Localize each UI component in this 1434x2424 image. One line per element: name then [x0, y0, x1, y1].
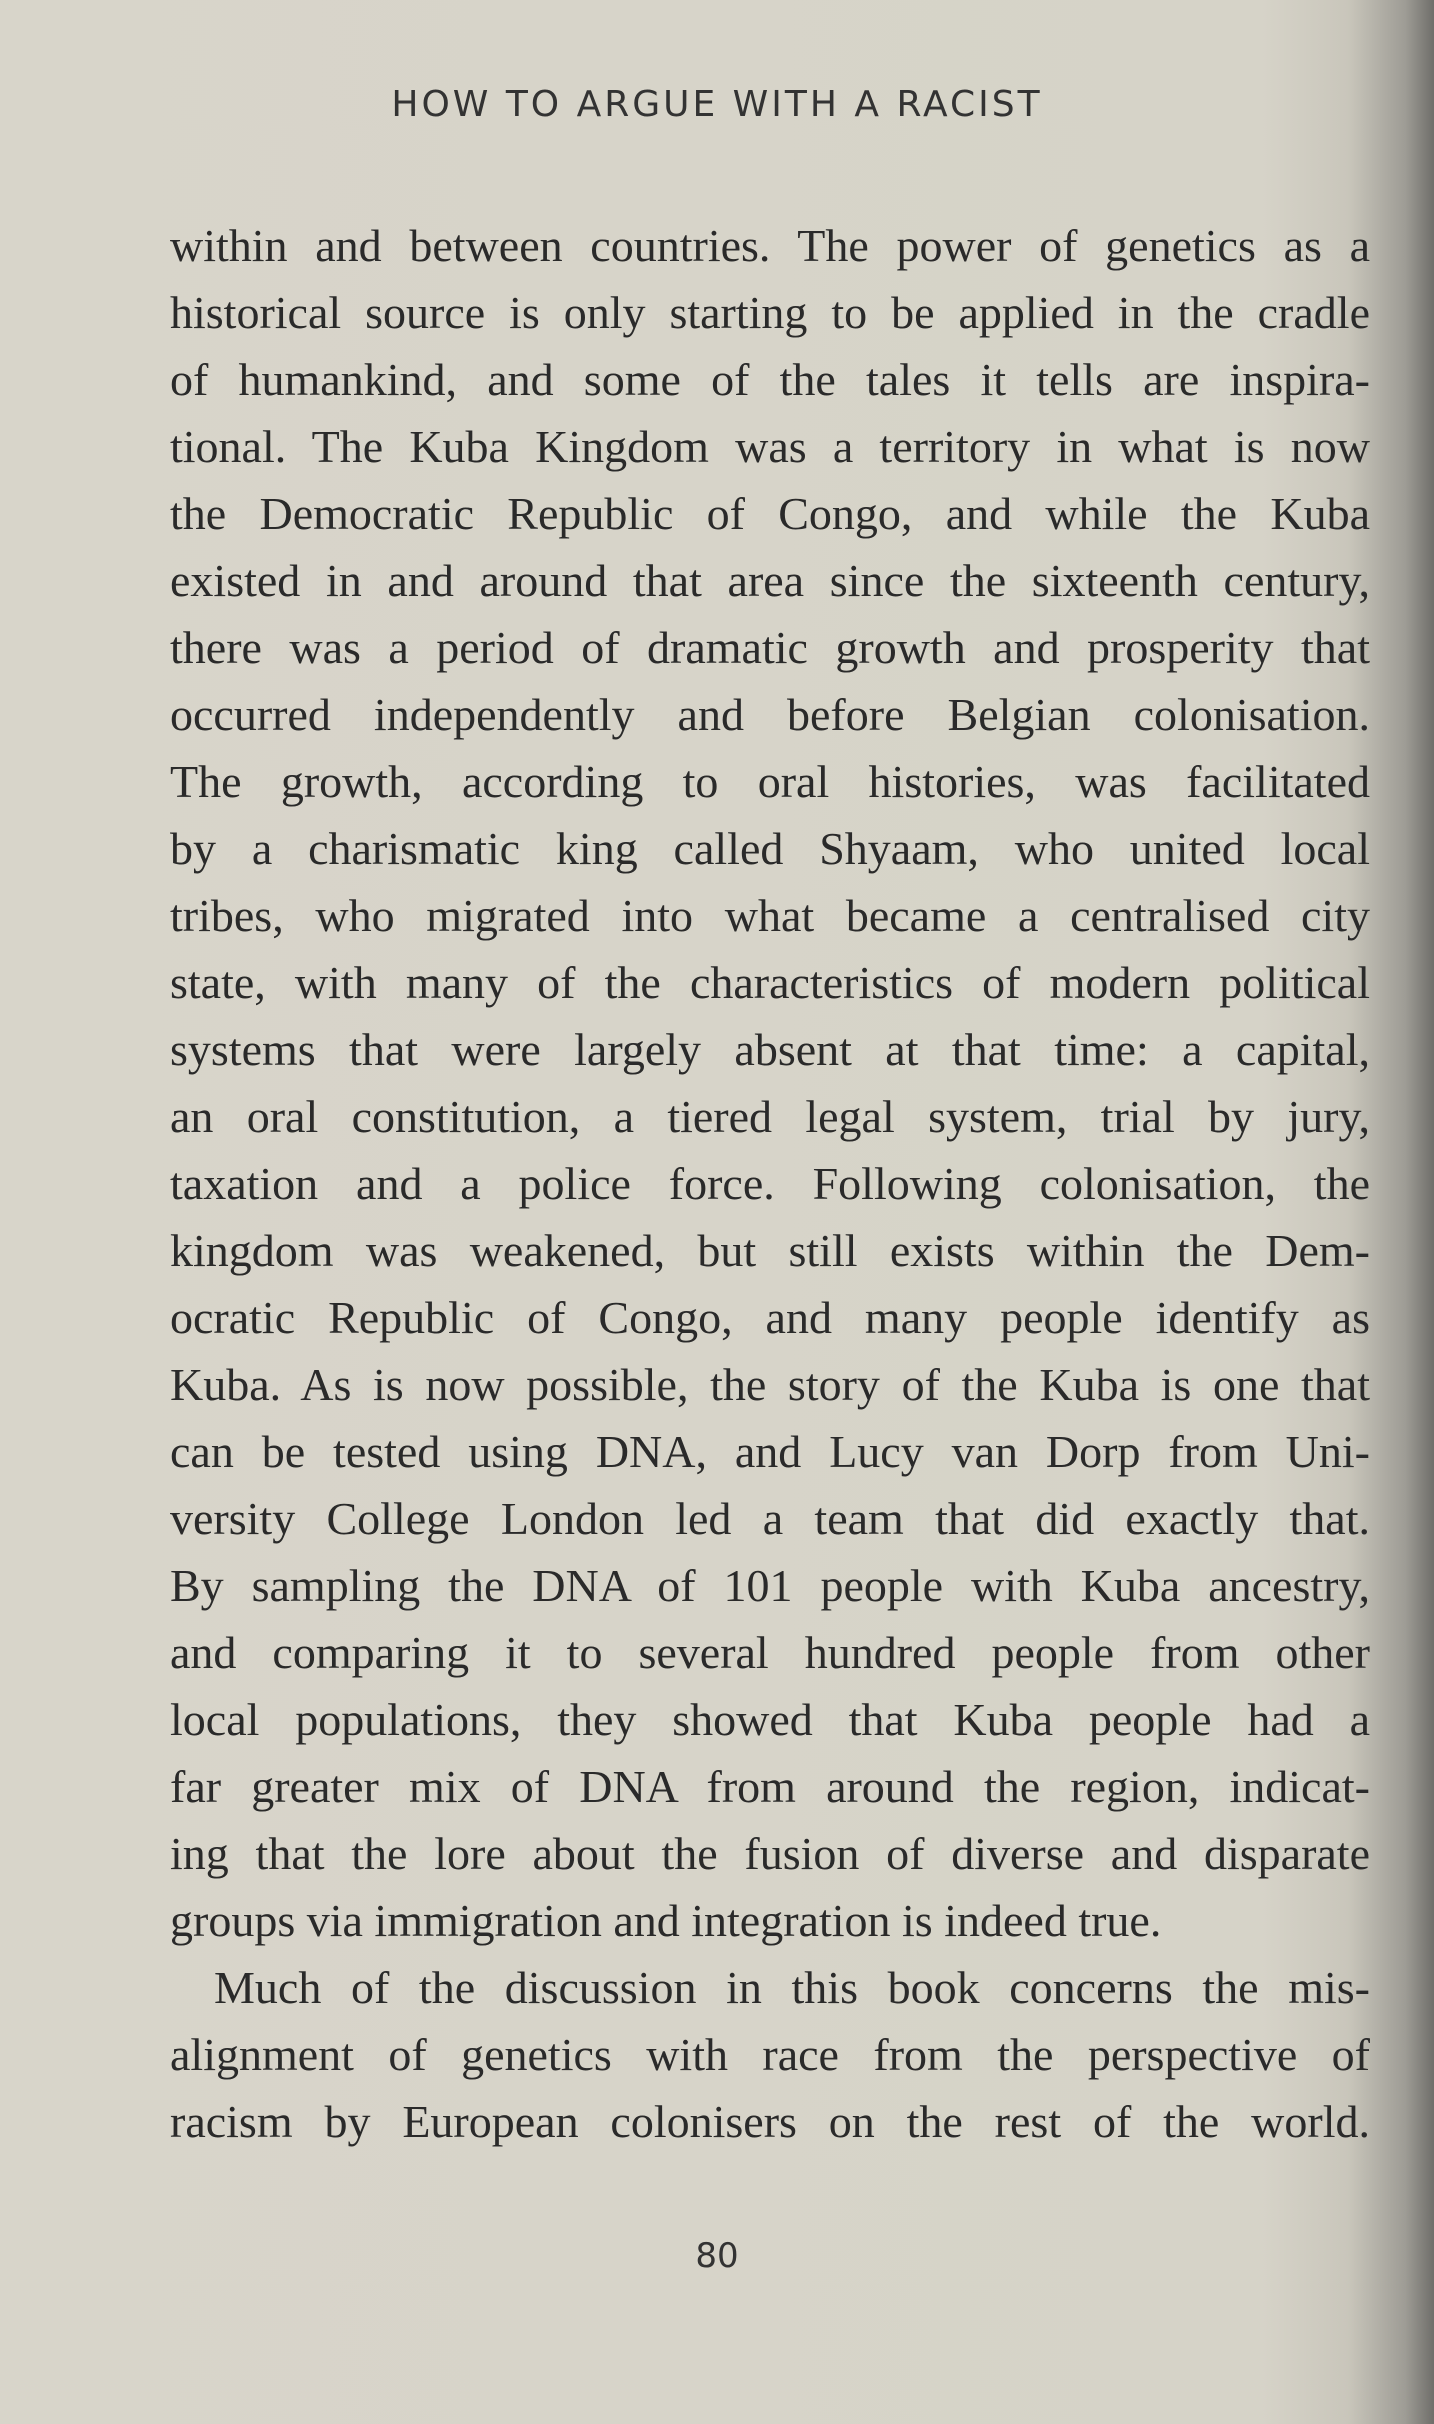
text-line: existed in and around that area since the sixteenth century,: [170, 555, 1370, 606]
text-line: state, with many of the characteristics of modern political: [170, 957, 1370, 1008]
text-line: systems that were largely absent at that time: a capital,: [170, 1024, 1370, 1075]
text-line: of humankind, and some of the tales it tells are inspira-: [170, 354, 1370, 405]
text-line: occurred independently and before Belgian colonisation.: [170, 689, 1370, 740]
text-line: racism by European colonisers on the rest of the world.: [170, 2096, 1370, 2147]
text-line: local populations, they showed that Kuba people had a: [170, 1694, 1370, 1745]
text-line: ing that the lore about the fusion of diverse and disparate: [170, 1828, 1370, 1879]
text-line: alignment of genetics with race from the perspective of: [170, 2029, 1370, 2080]
text-line: kingdom was weakened, but still exists within the Dem-: [170, 1225, 1370, 1276]
text-line: tribes, who migrated into what became a centralised city: [170, 890, 1370, 941]
text-line: far greater mix of DNA from around the region, indicat-: [170, 1761, 1370, 1812]
text-line: groups via immigration and integration is indeed true.: [170, 1895, 1162, 1946]
text-line: The growth, according to oral histories, was facilitated: [170, 756, 1370, 807]
text-line: tional. The Kuba Kingdom was a territory in what is now: [170, 421, 1370, 472]
text-line: historical source is only starting to be applied in the cradle: [170, 287, 1370, 338]
text-line: an oral constitution, a tiered legal system, trial by jury,: [170, 1091, 1370, 1142]
paragraph: [170, 1954, 1370, 2155]
text-line: there was a period of dramatic growth and prosperity that: [170, 622, 1370, 673]
text-line: within and between countries. The power of genetics as a: [170, 220, 1370, 271]
paragraph: [170, 212, 1370, 1954]
body-text: [170, 212, 1370, 2155]
text-line: ocratic Republic of Congo, and many people identify as: [170, 1292, 1370, 1343]
text-line: Kuba. As is now possible, the story of the Kuba is one that: [170, 1359, 1370, 1410]
text-line: the Democratic Republic of Congo, and while the Kuba: [170, 488, 1370, 539]
text-line: By sampling the DNA of 101 people with Kuba ancestry,: [170, 1560, 1370, 1611]
running-head: HOW TO ARGUE WITH A RACIST: [391, 84, 1043, 125]
text-line: Much of the discussion in this book concerns the mis-: [214, 1962, 1370, 2013]
text-line: versity College London led a team that did exactly that.: [170, 1493, 1370, 1544]
text-line: can be tested using DNA, and Lucy van Dorp from Uni-: [170, 1426, 1370, 1477]
text-line: and comparing it to several hundred people from other: [170, 1627, 1370, 1678]
text-line: by a charismatic king called Shyaam, who united local: [170, 823, 1370, 874]
page-number: 80: [695, 2236, 739, 2276]
text-line: taxation and a police force. Following colonisation, the: [170, 1158, 1370, 1209]
